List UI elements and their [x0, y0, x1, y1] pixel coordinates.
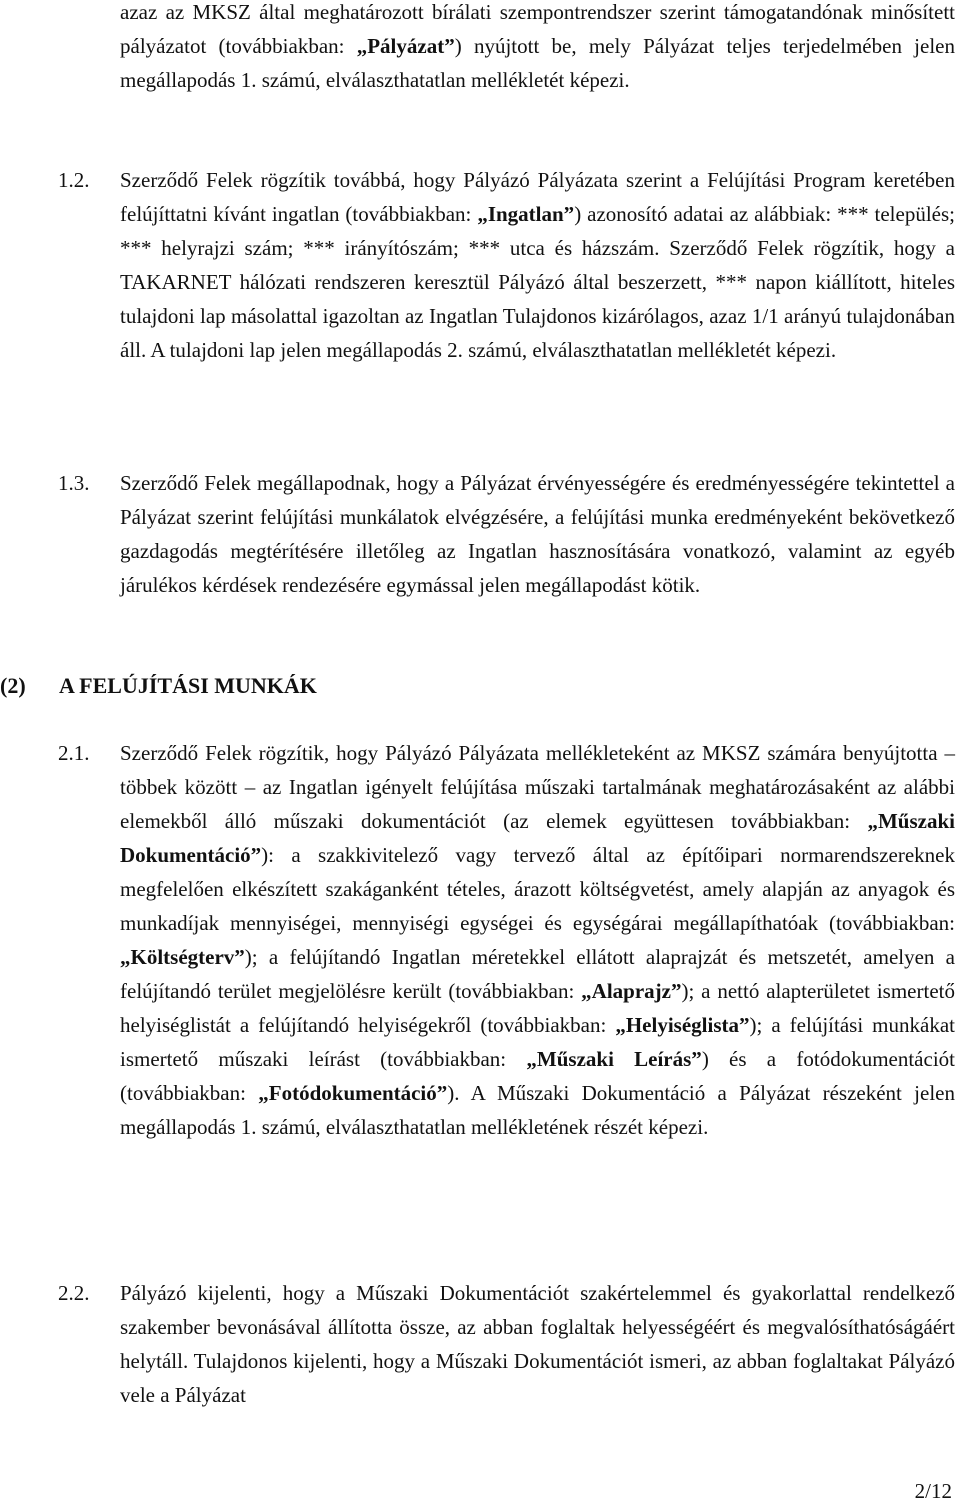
- paragraph-text: ): a szakkivitelező vagy tervező által az építőipari normarendszereknek megfelelően elkészített szakáganként tételes, árazott költségvetést, amely alapján az anyagok és munkadíjak mennyiségei, mennyiségi egységei és egységárai megállapíthatóak (továbbiakban:: [120, 843, 955, 935]
- paragraph-text: Pályázó kijelenti, hogy a Műszaki Dokumentációt szakértelemmel és gyakorlattal rendelkező szakember bevonásával állította össze, az abban foglaltak helyességéért és megvalósíthatóságáért helytáll. Tulajdonos kijelenti, hogy a Műszaki Dokumentációt ismeri, az abban foglaltakat Pályázó vele a Pályázat: [120, 1281, 955, 1407]
- defined-term: „Helyiséglista”: [615, 1013, 750, 1037]
- paragraph-text: ); a nettó alapterületet ismertető helyiséglistát a felújítandó helyiségekről (továbbiakban:: [120, 979, 955, 1037]
- clause-2-1: [120, 736, 955, 1144]
- clause-number-1-2: 1.2.: [58, 168, 90, 192]
- paragraph-text: ) azonosító adatai az alábbiak: *** település; *** helyrajzi szám; *** irányítószám; *** utca és házszám. Szerződő Felek rögzítik, hogy a TAKARNET hálózati rendszeren keresztül Pályázó által beszerzett, *** napon kiállított, hiteles tulajdoni lap másolattal igazoltan az Ingatlan Tulajdonos kizárólagos, azaz 1/1 arányú tulajdonában áll. A tulajdoni lap jelen megállapodás 2. számú, elválaszthatatlan mellékletét képezi.: [120, 202, 955, 362]
- defined-term: „Műszaki Leírás”: [526, 1047, 702, 1071]
- paragraph-text: ) és a fotódokumentációt (továbbiakban:: [120, 1047, 955, 1105]
- clause-1-2: [120, 163, 955, 367]
- paragraph-intro: [120, 0, 955, 97]
- clause-1-3: [120, 466, 955, 602]
- clause-number-1-3: 1.3.: [58, 471, 90, 495]
- defined-term: „Ingatlan”: [477, 202, 575, 226]
- paragraph-text: ). A Műszaki Dokumentáció a Pályázat részeként jelen megállapodás 1. számú, elválaszthatatlan mellékletének részét képezi.: [120, 1081, 955, 1139]
- paragraph-text: Szerződő Felek rögzítik, hogy Pályázó Pályázata mellékleteként az MKSZ számára benyújtotta – többek között – az Ingatlan igényelt felújítása műszaki tartalmának meghatározásaként az alábbi elemekből álló műszaki dokumentációt (az elemek együttesen továbbiakban:: [120, 741, 955, 833]
- paragraph-text: Szerződő Felek rögzítik továbbá, hogy Pályázó Pályázata szerint a Felújítási Program keretében felújíttatni kívánt ingatlan (továbbiakban:: [120, 168, 955, 226]
- page-number: 2/12: [914, 1479, 952, 1503]
- paragraph-text: Szerződő Felek megállapodnak, hogy a Pályázat érvényességére és eredményességére tekintettel a Pályázat szerint felújítási munkálatok elvégzésére, a felújítási munka eredményeként bekövetkező gazdagodás megtérítésére illetőleg az Ingatlan hasznosítására vonatkozó, valamint az egyéb járulékos kérdések rendezésére egymással jelen megállapodást kötik.: [120, 471, 955, 597]
- clause-number-2-1: 2.1.: [58, 741, 90, 765]
- defined-term: „Alaprajz”: [581, 979, 682, 1003]
- paragraph-text: ) nyújtott be, mely Pályázat teljes terjedelmében jelen megállapodás 1. számú, elválaszthatatlan mellékletét képezi.: [120, 34, 955, 92]
- section-number: (2): [0, 673, 26, 698]
- defined-term: „Műszaki Dokumentáció”: [120, 809, 955, 867]
- paragraph-text: azaz az MKSZ által meghatározott bírálati szempontrendszer szerint támogatandónak minősített pályázatot (továbbiakban:: [120, 0, 955, 58]
- defined-term: „Költségterv”: [120, 945, 245, 969]
- clause-2-2: [120, 1276, 955, 1412]
- defined-term: „Pályázat”: [356, 34, 455, 58]
- clause-number-2-2: 2.2.: [58, 1281, 90, 1305]
- paragraph-text: ); a felújítandó Ingatlan méretekkel ellátott alaprajzát és metszetét, amelyen a felújítandó terület megjelölésre került (továbbiakban:: [120, 945, 955, 1003]
- paragraph-text: ); a felújítási munkákat ismertető műszaki leírást (továbbiakban:: [120, 1013, 955, 1071]
- defined-term: „Fotódokumentáció”: [258, 1081, 448, 1105]
- section-title: A FELÚJÍTÁSI MUNKÁK: [59, 673, 317, 698]
